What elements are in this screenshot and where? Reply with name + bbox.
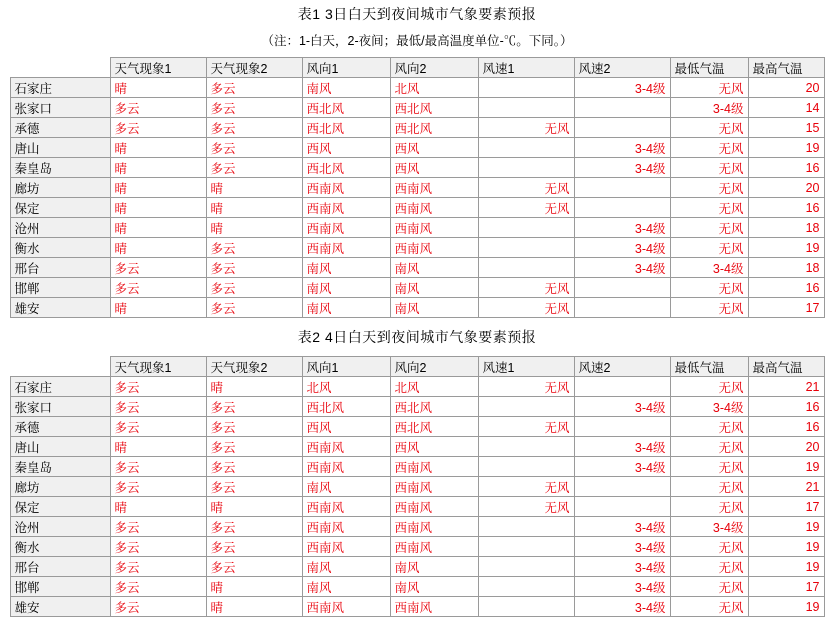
city-name: 雄安 bbox=[10, 298, 110, 318]
weather-2: 晴 bbox=[206, 198, 302, 218]
temp-max: 19 bbox=[748, 457, 824, 477]
wind-speed-2: 3-4级 bbox=[574, 577, 670, 597]
wind-speed-2 bbox=[574, 118, 670, 138]
header-cell-tmax: 最高气温 bbox=[748, 58, 824, 78]
temp-min: 无风 bbox=[670, 198, 748, 218]
weather-1: 多云 bbox=[110, 597, 206, 617]
wind-dir-1: 南风 bbox=[302, 78, 390, 98]
wind-speed-1: 无风 bbox=[478, 497, 574, 517]
table1-note: （注：1-白天，2-夜间；最低/最高温度单位-℃。下同。） bbox=[261, 34, 573, 48]
wind-dir-1: 西风 bbox=[302, 138, 390, 158]
wind-speed-1 bbox=[478, 537, 574, 557]
weather-1: 多云 bbox=[110, 118, 206, 138]
wind-dir-1: 西北风 bbox=[302, 397, 390, 417]
table-row bbox=[10, 118, 824, 138]
temp-max: 16 bbox=[748, 397, 824, 417]
wind-dir-2: 西南风 bbox=[390, 537, 478, 557]
temp-max: 18 bbox=[748, 258, 824, 278]
temp-max: 20 bbox=[748, 178, 824, 198]
temp-min: 无风 bbox=[670, 138, 748, 158]
table-row bbox=[10, 178, 824, 198]
weather-1: 多云 bbox=[110, 98, 206, 118]
city-name: 保定 bbox=[10, 497, 110, 517]
wind-speed-2: 3-4级 bbox=[574, 457, 670, 477]
city-name: 邯郸 bbox=[10, 278, 110, 298]
header-cell-spd1: 风速1 bbox=[478, 58, 574, 78]
temp-max: 17 bbox=[748, 497, 824, 517]
temp-max: 17 bbox=[748, 577, 824, 597]
weather-2: 多云 bbox=[206, 158, 302, 178]
table-row bbox=[10, 298, 824, 318]
weather-1: 多云 bbox=[110, 537, 206, 557]
wind-speed-2 bbox=[574, 98, 670, 118]
temp-min: 无风 bbox=[670, 437, 748, 457]
table-row bbox=[10, 238, 824, 258]
weather-1: 晴 bbox=[110, 158, 206, 178]
city-name: 沧州 bbox=[10, 218, 110, 238]
temp-max: 20 bbox=[748, 437, 824, 457]
weather-2: 多云 bbox=[206, 397, 302, 417]
temp-max: 18 bbox=[748, 218, 824, 238]
wind-speed-2 bbox=[574, 477, 670, 497]
city-name: 承德 bbox=[10, 118, 110, 138]
city-name: 秦皇岛 bbox=[10, 158, 110, 178]
city-name: 邢台 bbox=[10, 258, 110, 278]
wind-dir-2: 南风 bbox=[390, 258, 478, 278]
weather-1: 多云 bbox=[110, 577, 206, 597]
header-cell-spd1: 风速1 bbox=[478, 357, 574, 377]
wind-dir-1: 北风 bbox=[302, 377, 390, 397]
temp-min: 无风 bbox=[670, 298, 748, 318]
wind-dir-1: 西北风 bbox=[302, 158, 390, 178]
wind-speed-1 bbox=[478, 258, 574, 278]
wind-speed-2: 3-4级 bbox=[574, 258, 670, 278]
header-cell-wx2: 天气现象2 bbox=[206, 357, 302, 377]
wind-speed-2: 3-4级 bbox=[574, 138, 670, 158]
wind-speed-2 bbox=[574, 198, 670, 218]
temp-max: 16 bbox=[748, 278, 824, 298]
table-row bbox=[10, 557, 824, 577]
weather-1: 多云 bbox=[110, 477, 206, 497]
city-name: 承德 bbox=[10, 417, 110, 437]
weather-2: 多云 bbox=[206, 278, 302, 298]
weather-table-2 bbox=[10, 356, 825, 617]
weather-1: 多云 bbox=[110, 457, 206, 477]
wind-dir-2: 南风 bbox=[390, 298, 478, 318]
city-name: 保定 bbox=[10, 198, 110, 218]
temp-max: 19 bbox=[748, 517, 824, 537]
weather-2: 多云 bbox=[206, 537, 302, 557]
wind-speed-1 bbox=[478, 557, 574, 577]
wind-dir-2: 西南风 bbox=[390, 198, 478, 218]
temp-max: 16 bbox=[748, 158, 824, 178]
wind-speed-1: 无风 bbox=[478, 298, 574, 318]
weather-table-1 bbox=[10, 57, 825, 318]
header-cell-wx1: 天气现象1 bbox=[110, 58, 206, 78]
weather-2: 晴 bbox=[206, 577, 302, 597]
temp-min: 无风 bbox=[670, 377, 748, 397]
weather-2: 多云 bbox=[206, 138, 302, 158]
temp-max: 16 bbox=[748, 417, 824, 437]
wind-dir-1: 西南风 bbox=[302, 457, 390, 477]
wind-speed-1 bbox=[478, 437, 574, 457]
wind-dir-1: 南风 bbox=[302, 577, 390, 597]
weather-1: 晴 bbox=[110, 437, 206, 457]
weather-1: 晴 bbox=[110, 238, 206, 258]
table-row bbox=[10, 497, 824, 517]
wind-dir-1: 西南风 bbox=[302, 537, 390, 557]
wind-speed-2 bbox=[574, 417, 670, 437]
wind-dir-2: 西南风 bbox=[390, 497, 478, 517]
weather-2: 多云 bbox=[206, 298, 302, 318]
wind-speed-1: 无风 bbox=[478, 477, 574, 497]
city-name: 秦皇岛 bbox=[10, 457, 110, 477]
wind-dir-2: 西风 bbox=[390, 158, 478, 178]
temp-min: 无风 bbox=[670, 218, 748, 238]
temp-min: 3-4级 bbox=[670, 98, 748, 118]
wind-dir-2: 西北风 bbox=[390, 417, 478, 437]
weather-2: 晴 bbox=[206, 377, 302, 397]
wind-speed-1 bbox=[478, 78, 574, 98]
table-header-row bbox=[10, 58, 824, 78]
header-cell-spd2: 风速2 bbox=[574, 58, 670, 78]
temp-min: 无风 bbox=[670, 537, 748, 557]
temp-max: 14 bbox=[748, 98, 824, 118]
city-name: 邢台 bbox=[10, 557, 110, 577]
weather-2: 多云 bbox=[206, 557, 302, 577]
wind-speed-2 bbox=[574, 278, 670, 298]
wind-dir-1: 西北风 bbox=[302, 118, 390, 138]
header-cell-tmin: 最低气温 bbox=[670, 357, 748, 377]
wind-speed-1 bbox=[478, 138, 574, 158]
table1-title: 表1 3日白天到夜间城市气象要素预报 bbox=[297, 6, 537, 22]
wind-speed-2: 3-4级 bbox=[574, 158, 670, 178]
weather-1: 晴 bbox=[110, 298, 206, 318]
weather-1: 晴 bbox=[110, 497, 206, 517]
weather-2: 晴 bbox=[206, 218, 302, 238]
table-row bbox=[10, 98, 824, 118]
weather-2: 多云 bbox=[206, 118, 302, 138]
header-cell-wx2: 天气现象2 bbox=[206, 58, 302, 78]
wind-speed-2: 3-4级 bbox=[574, 397, 670, 417]
wind-speed-2 bbox=[574, 178, 670, 198]
wind-speed-1 bbox=[478, 238, 574, 258]
wind-dir-1: 西南风 bbox=[302, 178, 390, 198]
table-row bbox=[10, 517, 824, 537]
wind-dir-1: 西风 bbox=[302, 417, 390, 437]
weather-1: 多云 bbox=[110, 517, 206, 537]
table-row bbox=[10, 258, 824, 278]
temp-max: 19 bbox=[748, 597, 824, 617]
city-name: 唐山 bbox=[10, 138, 110, 158]
city-name: 石家庄 bbox=[10, 377, 110, 397]
table-row bbox=[10, 417, 824, 437]
wind-speed-1 bbox=[478, 577, 574, 597]
wind-speed-1: 无风 bbox=[478, 377, 574, 397]
temp-min: 无风 bbox=[670, 417, 748, 437]
temp-min: 无风 bbox=[670, 78, 748, 98]
wind-speed-1: 无风 bbox=[478, 278, 574, 298]
wind-dir-1: 西南风 bbox=[302, 517, 390, 537]
header-cell-tmin: 最低气温 bbox=[670, 58, 748, 78]
wind-speed-1 bbox=[478, 517, 574, 537]
temp-max: 15 bbox=[748, 118, 824, 138]
temp-max: 21 bbox=[748, 377, 824, 397]
wind-speed-2 bbox=[574, 377, 670, 397]
temp-min: 3-4级 bbox=[670, 517, 748, 537]
temp-max: 21 bbox=[748, 477, 824, 497]
wind-dir-1: 南风 bbox=[302, 298, 390, 318]
temp-max: 17 bbox=[748, 298, 824, 318]
weather-1: 多云 bbox=[110, 278, 206, 298]
wind-dir-1: 南风 bbox=[302, 557, 390, 577]
wind-dir-1: 西南风 bbox=[302, 218, 390, 238]
table2-title: 表2 4日白天到夜间城市气象要素预报 bbox=[297, 329, 537, 345]
wind-dir-2: 西南风 bbox=[390, 597, 478, 617]
wind-dir-2: 西南风 bbox=[390, 477, 478, 497]
wind-dir-2: 北风 bbox=[390, 78, 478, 98]
weather-2: 晴 bbox=[206, 597, 302, 617]
weather-2: 多云 bbox=[206, 78, 302, 98]
wind-dir-2: 西南风 bbox=[390, 517, 478, 537]
weather-2: 多云 bbox=[206, 517, 302, 537]
temp-min: 无风 bbox=[670, 118, 748, 138]
wind-speed-2: 3-4级 bbox=[574, 517, 670, 537]
wind-dir-2: 西南风 bbox=[390, 218, 478, 238]
weather-2: 多云 bbox=[206, 417, 302, 437]
weather-1: 晴 bbox=[110, 138, 206, 158]
wind-speed-2: 3-4级 bbox=[574, 238, 670, 258]
city-name: 衡水 bbox=[10, 238, 110, 258]
header-cell-corner bbox=[10, 58, 110, 78]
wind-speed-1: 无风 bbox=[478, 198, 574, 218]
table-row bbox=[10, 537, 824, 557]
wind-speed-2: 3-4级 bbox=[574, 437, 670, 457]
weather-2: 多云 bbox=[206, 238, 302, 258]
header-cell-dir2: 风向2 bbox=[390, 58, 478, 78]
weather-1: 多云 bbox=[110, 417, 206, 437]
wind-speed-2: 3-4级 bbox=[574, 597, 670, 617]
wind-dir-2: 西风 bbox=[390, 138, 478, 158]
city-name: 邯郸 bbox=[10, 577, 110, 597]
table-row bbox=[10, 437, 824, 457]
temp-min: 无风 bbox=[670, 238, 748, 258]
header-cell-tmax: 最高气温 bbox=[748, 357, 824, 377]
table-row bbox=[10, 457, 824, 477]
wind-dir-2: 西南风 bbox=[390, 457, 478, 477]
wind-dir-2: 西南风 bbox=[390, 238, 478, 258]
table-row bbox=[10, 158, 824, 178]
temp-min: 3-4级 bbox=[670, 397, 748, 417]
wind-dir-2: 西风 bbox=[390, 437, 478, 457]
wind-dir-2: 南风 bbox=[390, 577, 478, 597]
city-name: 衡水 bbox=[10, 537, 110, 557]
wind-dir-2: 西北风 bbox=[390, 397, 478, 417]
wind-dir-2: 南风 bbox=[390, 278, 478, 298]
header-cell-spd2: 风速2 bbox=[574, 357, 670, 377]
temp-min: 无风 bbox=[670, 278, 748, 298]
wind-speed-1: 无风 bbox=[478, 178, 574, 198]
wind-speed-1 bbox=[478, 218, 574, 238]
wind-speed-2: 3-4级 bbox=[574, 218, 670, 238]
wind-speed-1 bbox=[478, 397, 574, 417]
wind-dir-2: 西北风 bbox=[390, 98, 478, 118]
header-cell-dir1: 风向1 bbox=[302, 58, 390, 78]
wind-dir-2: 北风 bbox=[390, 377, 478, 397]
weather-2: 多云 bbox=[206, 437, 302, 457]
table-row bbox=[10, 198, 824, 218]
weather-2: 晴 bbox=[206, 497, 302, 517]
header-cell-dir2: 风向2 bbox=[390, 357, 478, 377]
temp-max: 20 bbox=[748, 78, 824, 98]
city-name: 沧州 bbox=[10, 517, 110, 537]
header-cell-corner bbox=[10, 357, 110, 377]
city-name: 廊坊 bbox=[10, 178, 110, 198]
temp-max: 19 bbox=[748, 138, 824, 158]
wind-speed-1 bbox=[478, 158, 574, 178]
city-name: 唐山 bbox=[10, 437, 110, 457]
wind-dir-1: 西南风 bbox=[302, 597, 390, 617]
temp-min: 无风 bbox=[670, 158, 748, 178]
table-row bbox=[10, 477, 824, 497]
city-name: 雄安 bbox=[10, 597, 110, 617]
temp-min: 无风 bbox=[670, 497, 748, 517]
weather-1: 多云 bbox=[110, 557, 206, 577]
wind-dir-1: 西南风 bbox=[302, 437, 390, 457]
temp-max: 19 bbox=[748, 238, 824, 258]
wind-dir-2: 南风 bbox=[390, 557, 478, 577]
weather-2: 晴 bbox=[206, 178, 302, 198]
wind-speed-1 bbox=[478, 597, 574, 617]
temp-min: 无风 bbox=[670, 477, 748, 497]
temp-min: 3-4级 bbox=[670, 258, 748, 278]
table-row bbox=[10, 397, 824, 417]
temp-min: 无风 bbox=[670, 557, 748, 577]
table-row bbox=[10, 278, 824, 298]
city-name: 石家庄 bbox=[10, 78, 110, 98]
city-name: 张家口 bbox=[10, 397, 110, 417]
wind-speed-2: 3-4级 bbox=[574, 557, 670, 577]
wind-speed-1: 无风 bbox=[478, 417, 574, 437]
temp-max: 19 bbox=[748, 557, 824, 577]
wind-speed-2 bbox=[574, 298, 670, 318]
temp-max: 19 bbox=[748, 537, 824, 557]
weather-2: 多云 bbox=[206, 477, 302, 497]
wind-speed-1 bbox=[478, 98, 574, 118]
temp-max: 16 bbox=[748, 198, 824, 218]
temp-min: 无风 bbox=[670, 178, 748, 198]
weather-1: 多云 bbox=[110, 258, 206, 278]
wind-speed-2 bbox=[574, 497, 670, 517]
weather-2: 多云 bbox=[206, 457, 302, 477]
weather-1: 晴 bbox=[110, 78, 206, 98]
wind-dir-1: 西南风 bbox=[302, 238, 390, 258]
weather-1: 晴 bbox=[110, 218, 206, 238]
table-row bbox=[10, 377, 824, 397]
wind-speed-2: 3-4级 bbox=[574, 78, 670, 98]
city-name: 张家口 bbox=[10, 98, 110, 118]
weather-1: 晴 bbox=[110, 178, 206, 198]
wind-dir-1: 西南风 bbox=[302, 497, 390, 517]
weather-2: 多云 bbox=[206, 258, 302, 278]
wind-dir-1: 西南风 bbox=[302, 198, 390, 218]
city-name: 廊坊 bbox=[10, 477, 110, 497]
weather-1: 多云 bbox=[110, 397, 206, 417]
weather-1: 晴 bbox=[110, 198, 206, 218]
temp-min: 无风 bbox=[670, 577, 748, 597]
table-row bbox=[10, 577, 824, 597]
table-row bbox=[10, 138, 824, 158]
table-header-row bbox=[10, 357, 824, 377]
table-row bbox=[10, 218, 824, 238]
wind-dir-1: 南风 bbox=[302, 258, 390, 278]
table-row bbox=[10, 78, 824, 98]
wind-speed-2: 3-4级 bbox=[574, 537, 670, 557]
weather-2: 多云 bbox=[206, 98, 302, 118]
temp-min: 无风 bbox=[670, 457, 748, 477]
wind-dir-2: 西北风 bbox=[390, 118, 478, 138]
header-cell-wx1: 天气现象1 bbox=[110, 357, 206, 377]
wind-dir-2: 西南风 bbox=[390, 178, 478, 198]
wind-dir-1: 南风 bbox=[302, 477, 390, 497]
weather-1: 多云 bbox=[110, 377, 206, 397]
header-cell-dir1: 风向1 bbox=[302, 357, 390, 377]
temp-min: 无风 bbox=[670, 597, 748, 617]
wind-dir-1: 南风 bbox=[302, 278, 390, 298]
table-row bbox=[10, 597, 824, 617]
wind-speed-1: 无风 bbox=[478, 118, 574, 138]
wind-dir-1: 西北风 bbox=[302, 98, 390, 118]
wind-speed-1 bbox=[478, 457, 574, 477]
